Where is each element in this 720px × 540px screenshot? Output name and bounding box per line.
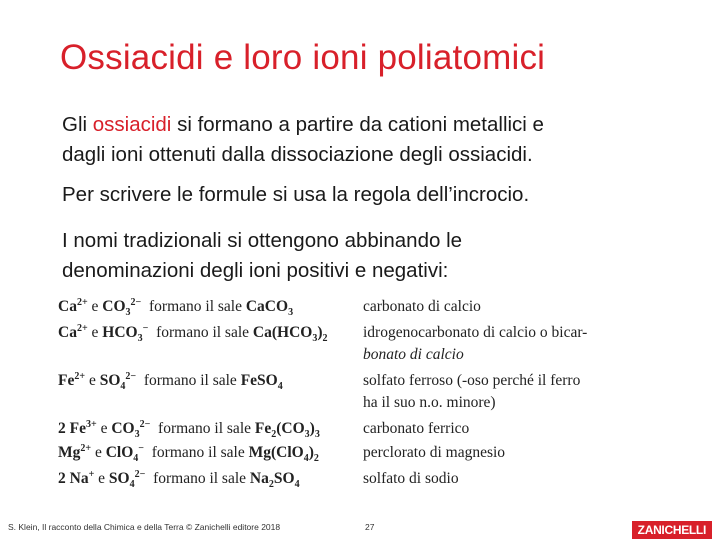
para1-prefix: Gli: [62, 113, 93, 136]
salt-name: solfato di sodio: [363, 470, 459, 487]
formula: $Ca^{2+}$ e $CO_3^{2-}$ formano il sale CaCO$_3$: [58, 296, 294, 319]
paragraph-regola: Per scrivere le formule si usa la regola dell’incrocio.: [62, 183, 530, 206]
para3-line1: I nomi tradizionali si ottengono abbinando le: [62, 229, 463, 252]
salt-name: idrogenocarbonato di calcio o bicar-: [363, 324, 588, 341]
formula: $Mg^{2+}$ e ClO$_4$− formano il sale $Mg(ClO_4)_2$: [58, 442, 319, 465]
formula: 2 $Fe^{3+}$ e $CO_3^{2-}$ formano il sale $Fe_2(CO_3)_3$: [58, 418, 320, 441]
formula: 2 Na+ e $SO_4^{2-}$ formano il sale $Na_2SO_4$: [58, 468, 300, 491]
salt-name: carbonato ferrico: [363, 420, 470, 437]
para1-line2: dagli ioni ottenuti dalla dissociazione degli ossiacidi.: [62, 143, 533, 166]
page-number: 27: [365, 522, 375, 532]
slide-title: Ossiacidi e loro ioni poliatomici: [60, 38, 546, 77]
salt-name: solfato ferroso (-oso perché il ferro: [363, 372, 581, 389]
highlight-ossiacidi: ossiacidi: [92, 113, 172, 136]
salt-name: carbonato di calcio: [363, 298, 481, 315]
paragraph-ossiacidi: [62, 110, 544, 170]
footer-credit: S. Klein, Il racconto della Chimica e della Terra © Zanichelli editore 2018: [8, 522, 281, 532]
formula: $Fe^{2+}$ e $SO_4^{2-}$ formano il sale FeSO$_4$: [58, 370, 283, 393]
salt-name: perclorato di magnesio: [363, 444, 506, 461]
salt-name-cont: bonato di calcio: [363, 346, 464, 363]
para1-line1-rest: si formano a partire da cationi metallici e: [171, 113, 544, 136]
zanichelli-logo: ZANICHELLI: [632, 521, 712, 539]
formula: $Ca^{2+}$ e $HCO_3^-$ formano il sale $Ca(HCO_3)_2$: [58, 322, 328, 345]
para3-line2: denominazioni degli ioni positivi e negativi:: [62, 259, 449, 282]
salt-name-cont: ha il suo n.o. minore): [363, 394, 496, 411]
paragraph-nomi: [62, 226, 462, 286]
